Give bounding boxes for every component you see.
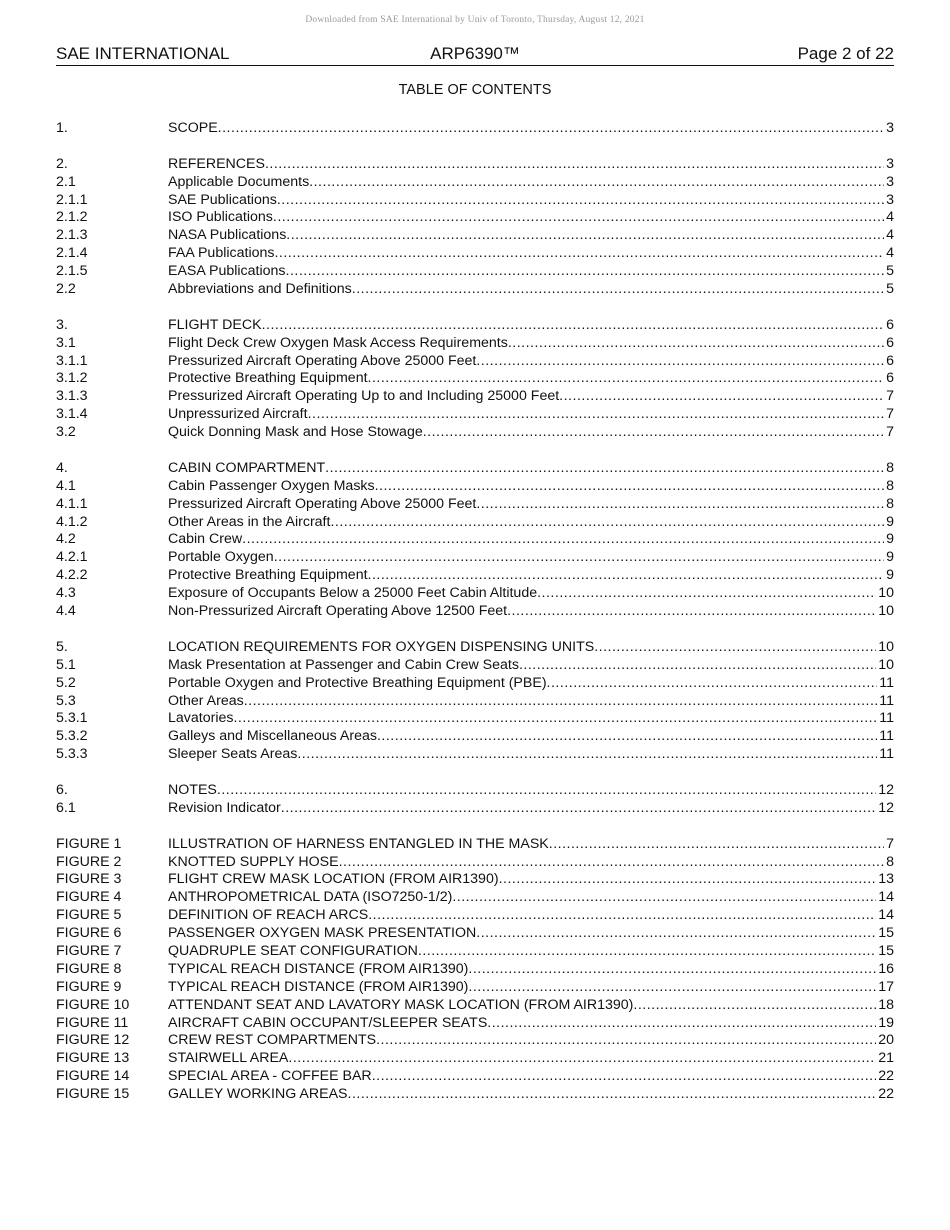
toc-entry-page: 11 (879, 728, 894, 745)
toc-entry-title: Pressurized Aircraft Operating Above 25000 Feet (168, 352, 477, 369)
toc-entry-title: NOTES (168, 781, 217, 798)
toc-entry-number: 3.1.3 (56, 388, 88, 405)
toc-entry-title: Mask Presentation at Passenger and Cabin Crew Seats (168, 656, 519, 673)
dot-leader (352, 281, 884, 299)
toc-entry[interactable] (56, 585, 894, 603)
toc-entry[interactable] (56, 997, 894, 1015)
dot-leader (476, 353, 884, 371)
toc-entry-title: AIRCRAFT CABIN OCCUPANT/SLEEPER SEATS (168, 1014, 488, 1031)
toc-entry-page: 11 (879, 674, 894, 691)
toc-entry[interactable] (56, 245, 894, 263)
toc-entry-title: ILLUSTRATION OF HARNESS ENTANGLED IN THE MASK (168, 835, 549, 852)
dot-leader (549, 836, 884, 854)
toc-section (56, 639, 894, 764)
toc-entry-title: LOCATION REQUIREMENTS FOR OXYGEN DISPENSING UNITS (168, 638, 595, 655)
toc-entry-page: 4 (886, 209, 894, 226)
dot-leader (594, 639, 876, 657)
toc-entry[interactable] (56, 800, 894, 818)
toc-entry[interactable] (56, 460, 894, 478)
toc-entry-number: 3.1.2 (56, 370, 88, 387)
toc-entry-title: ISO Publications (168, 209, 273, 226)
dot-leader (519, 657, 876, 675)
toc-entry-title: STAIRWELL AREA (168, 1050, 289, 1067)
toc-entry[interactable] (56, 889, 894, 907)
toc-entry-number: FIGURE 7 (56, 942, 122, 959)
toc-entry-number: 4.3 (56, 585, 76, 602)
dot-leader (508, 335, 884, 353)
toc-entry[interactable] (56, 907, 894, 925)
toc-entry[interactable] (56, 424, 894, 442)
toc-entry-number: 4.1.1 (56, 495, 88, 512)
toc-entry[interactable] (56, 1068, 894, 1086)
toc-entry[interactable] (56, 317, 894, 335)
toc-entry[interactable] (56, 227, 894, 245)
toc-entry-title: Quick Donning Mask and Hose Stowage (168, 424, 423, 441)
toc-entry[interactable] (56, 979, 894, 997)
toc-entry-page: 3 (886, 191, 894, 208)
toc-entry-title: Unpressurized Aircraft (168, 406, 308, 423)
toc-entry-number: 2.1.5 (56, 263, 88, 280)
toc-entry-page: 9 (886, 549, 894, 566)
dot-leader (368, 370, 885, 388)
toc-entry-number: FIGURE 3 (56, 871, 122, 888)
dot-leader (348, 1086, 877, 1104)
toc-entry-number: FIGURE 13 (56, 1050, 130, 1067)
toc-entry[interactable] (56, 657, 894, 675)
toc-entry-title: Sleeper Seats Areas (168, 746, 298, 763)
dot-leader (368, 567, 885, 585)
toc-entry-page: 7 (886, 835, 894, 852)
toc-entry-number: 5.3.1 (56, 710, 88, 727)
toc-entry-title: Cabin Passenger Oxygen Masks (168, 477, 375, 494)
header-document-id: ARP6390™ (430, 44, 520, 63)
toc-entry-page: 18 (878, 996, 894, 1013)
dot-leader (309, 174, 884, 192)
dot-leader (376, 1032, 876, 1050)
toc-entry-number: 2. (56, 155, 68, 172)
toc-entry[interactable] (56, 156, 894, 174)
toc-entry[interactable] (56, 174, 894, 192)
toc-section (56, 120, 894, 138)
dot-leader (423, 424, 884, 442)
toc-entry-page: 12 (878, 781, 894, 798)
download-watermark: Downloaded from SAE International by Univ of Toronto, Thursday, August 12, 2021 (305, 15, 645, 25)
toc-entry-page: 15 (878, 925, 894, 942)
toc-entry[interactable] (56, 871, 894, 889)
dot-leader (308, 406, 885, 424)
toc-entry-number: 2.2 (56, 281, 76, 298)
toc-entry-title: Revision Indicator (168, 799, 281, 816)
toc-entry[interactable] (56, 478, 894, 496)
toc-entry[interactable] (56, 335, 894, 353)
toc-entry-number: 4.4 (56, 603, 76, 620)
toc-entry-title: Lavatories (168, 710, 234, 727)
table-of-contents (56, 120, 894, 1122)
toc-entry-page: 11 (879, 746, 894, 763)
toc-entry[interactable] (56, 961, 894, 979)
toc-entry-title: Other Areas in the Aircraft (168, 513, 331, 530)
dot-leader (274, 245, 884, 263)
toc-entry-title: Galleys and Miscellaneous Areas (168, 728, 377, 745)
dot-leader (537, 585, 876, 603)
toc-entry-title: SAE Publications (168, 191, 277, 208)
toc-entry-number: FIGURE 5 (56, 907, 122, 924)
toc-entry-number: 3. (56, 316, 68, 333)
toc-entry-number: FIGURE 9 (56, 978, 122, 995)
toc-entry-title: Portable Oxygen and Protective Breathing Equipment (PBE) (168, 674, 547, 691)
dot-leader (273, 209, 884, 227)
toc-section (56, 782, 894, 818)
toc-entry-page: 8 (886, 477, 894, 494)
toc-entry-title: ANTHROPOMETRICAL DATA (ISO7250-1/2) (168, 889, 453, 906)
toc-section (56, 836, 894, 1104)
toc-entry[interactable] (56, 388, 894, 406)
toc-entry-number: 4.1.2 (56, 513, 88, 530)
dot-leader (375, 478, 885, 496)
toc-entry-number: 4. (56, 459, 68, 476)
toc-entry-number: FIGURE 1 (56, 835, 122, 852)
toc-entry-title: GALLEY WORKING AREAS (168, 1086, 348, 1103)
toc-section (56, 317, 894, 442)
dot-leader (281, 800, 876, 818)
dot-leader (286, 263, 885, 281)
toc-entry-number: 6.1 (56, 799, 76, 816)
toc-entry-page: 9 (886, 567, 894, 584)
toc-entry-page: 14 (878, 889, 894, 906)
toc-entry-page: 5 (886, 281, 894, 298)
toc-entry[interactable] (56, 603, 894, 621)
dot-leader (476, 925, 876, 943)
toc-entry[interactable] (56, 263, 894, 281)
toc-entry-page: 19 (878, 1014, 894, 1031)
dot-leader (277, 192, 884, 210)
toc-entry-page: 4 (886, 227, 894, 244)
dot-leader (297, 746, 877, 764)
toc-entry-title: REFERENCES (168, 155, 265, 172)
toc-entry-title: Other Areas (168, 692, 244, 709)
dot-leader (217, 782, 876, 800)
toc-entry[interactable] (56, 1086, 894, 1104)
toc-entry-number: 5.3.2 (56, 728, 88, 745)
toc-entry[interactable] (56, 353, 894, 371)
toc-entry[interactable] (56, 406, 894, 424)
toc-entry-page: 11 (879, 692, 894, 709)
toc-entry-number: 2.1.1 (56, 191, 88, 208)
toc-entry-page: 6 (886, 370, 894, 387)
toc-entry-number: 3.1.1 (56, 352, 88, 369)
toc-entry-page: 13 (878, 871, 894, 888)
toc-entry-number: 4.2.2 (56, 567, 88, 584)
toc-title: TABLE OF CONTENTS (398, 82, 552, 98)
toc-entry-number: FIGURE 15 (56, 1086, 130, 1103)
toc-entry-title: CREW REST COMPARTMENTS (168, 1032, 377, 1049)
toc-entry[interactable] (56, 782, 894, 800)
toc-entry-number: 6. (56, 781, 68, 798)
dot-leader (262, 317, 885, 335)
toc-entry-number: 2.1 (56, 173, 76, 190)
toc-entry-page: 8 (886, 459, 894, 476)
toc-entry-page: 5 (886, 263, 894, 280)
toc-entry-page: 6 (886, 352, 894, 369)
dot-leader (288, 1050, 876, 1068)
dot-leader (274, 549, 884, 567)
toc-entry-title: TYPICAL REACH DISTANCE (FROM AIR1390) (168, 978, 469, 995)
toc-entry-page: 14 (878, 907, 894, 924)
toc-entry-page: 20 (878, 1032, 894, 1049)
toc-entry-page: 10 (878, 656, 894, 673)
toc-entry-title: ATTENDANT SEAT AND LAVATORY MASK LOCATION (FROM AIR1390) (168, 996, 634, 1013)
toc-entry[interactable] (56, 549, 894, 567)
toc-section (56, 156, 894, 299)
toc-entry[interactable] (56, 836, 894, 854)
page-header (56, 43, 894, 66)
toc-entry-number: 5.3.3 (56, 746, 88, 763)
toc-entry[interactable] (56, 1050, 894, 1068)
dot-leader (377, 728, 877, 746)
toc-entry-page: 3 (886, 155, 894, 172)
toc-entry-title: TYPICAL REACH DISTANCE (FROM AIR1390) (168, 960, 469, 977)
toc-entry[interactable] (56, 854, 894, 872)
toc-entry-title: FLIGHT DECK (168, 316, 262, 333)
toc-entry-page: 7 (886, 424, 894, 441)
toc-entry-page: 22 (878, 1068, 894, 1085)
toc-entry-title: SPECIAL AREA - COFFEE BAR (168, 1068, 372, 1085)
toc-entry-page: 22 (878, 1086, 894, 1103)
toc-entry[interactable] (56, 639, 894, 657)
dot-leader (418, 943, 876, 961)
toc-entry[interactable] (56, 728, 894, 746)
toc-entry-number: 4.1 (56, 477, 76, 494)
toc-entry[interactable] (56, 567, 894, 585)
dot-leader (499, 871, 877, 889)
dot-leader (372, 1068, 877, 1086)
toc-entry[interactable] (56, 514, 894, 532)
toc-entry-title: Non-Pressurized Aircraft Operating Above 12500 Feet (168, 603, 508, 620)
toc-entry-number: 4.2.1 (56, 549, 88, 566)
toc-entry-page: 9 (886, 513, 894, 530)
dot-leader (507, 603, 876, 621)
toc-entry-number: 3.1 (56, 334, 76, 351)
toc-entry-page: 10 (878, 638, 894, 655)
toc-entry-title: Pressurized Aircraft Operating Above 25000 Feet (168, 495, 477, 512)
toc-entry-number: FIGURE 8 (56, 960, 122, 977)
toc-entry[interactable] (56, 370, 894, 388)
dot-leader (633, 997, 876, 1015)
toc-entry-title: FLIGHT CREW MASK LOCATION (FROM AIR1390) (168, 871, 499, 888)
toc-entry-page: 6 (886, 334, 894, 351)
toc-entry-title: EASA Publications (168, 263, 286, 280)
toc-entry-page: 8 (886, 495, 894, 512)
dot-leader (233, 710, 877, 728)
toc-entry-page: 7 (886, 388, 894, 405)
toc-entry[interactable] (56, 209, 894, 227)
toc-entry-page: 7 (886, 406, 894, 423)
toc-entry-title: SCOPE (168, 120, 218, 136)
toc-entry-number: 1. (56, 120, 68, 136)
toc-entry-number: FIGURE 6 (56, 925, 122, 942)
toc-entry-title: Abbreviations and Definitions (168, 281, 352, 298)
toc-entry[interactable] (56, 943, 894, 961)
toc-entry-title: Portable Oxygen (168, 549, 274, 566)
dot-leader (325, 460, 884, 478)
toc-entry-number: 3.1.4 (56, 406, 88, 423)
dot-leader (487, 1015, 876, 1033)
toc-entry[interactable] (56, 531, 894, 549)
toc-entry-number: FIGURE 11 (56, 1014, 129, 1031)
toc-entry[interactable] (56, 1032, 894, 1050)
toc-entry-number: 5. (56, 638, 68, 655)
dot-leader (559, 388, 884, 406)
toc-entry-number: 2.1.2 (56, 209, 88, 226)
toc-entry-title: Exposure of Occupants Below a 25000 Feet Cabin Altitude (168, 585, 538, 602)
toc-entry[interactable] (56, 710, 894, 728)
toc-entry-number: FIGURE 4 (56, 889, 122, 906)
toc-entry-page: 8 (886, 853, 894, 870)
toc-entry-title: QUADRUPLE SEAT CONFIGURATION (168, 942, 418, 959)
toc-section (56, 460, 894, 621)
dot-leader (286, 227, 884, 245)
toc-entry-number: FIGURE 14 (56, 1068, 130, 1085)
dot-leader (218, 120, 884, 138)
toc-entry-title: FAA Publications (168, 245, 275, 262)
toc-entry-title: Cabin Crew (168, 531, 243, 548)
dot-leader (468, 961, 876, 979)
dot-leader (244, 693, 878, 711)
header-page-number: Page 2 of 22 (797, 44, 894, 63)
toc-entry-title: CABIN COMPARTMENT (168, 459, 326, 476)
toc-entry-number: 5.2 (56, 674, 76, 691)
dot-leader (265, 156, 884, 174)
toc-entry-title: PASSENGER OXYGEN MASK PRESENTATION (168, 925, 477, 942)
toc-entry-page: 4 (886, 245, 894, 262)
toc-entry-title: Applicable Documents (168, 173, 310, 190)
toc-entry[interactable] (56, 675, 894, 693)
dot-leader (476, 496, 884, 514)
toc-entry[interactable] (56, 746, 894, 764)
toc-entry[interactable] (56, 693, 894, 711)
dot-leader (368, 907, 876, 925)
toc-entry-title: KNOTTED SUPPLY HOSE (168, 853, 339, 870)
toc-entry-title: DEFINITION OF REACH ARCS (168, 907, 369, 924)
toc-entry-number: 3.2 (56, 424, 76, 441)
toc-entry-page: 3 (886, 120, 894, 136)
toc-entry-number: 2.1.3 (56, 227, 88, 244)
toc-entry-number: 5.3 (56, 692, 76, 709)
dot-leader (468, 979, 876, 997)
toc-entry-page: 16 (878, 960, 894, 977)
toc-entry-title: Protective Breathing Equipment (168, 567, 368, 584)
toc-entry-page: 11 (879, 710, 894, 727)
toc-entry[interactable] (56, 192, 894, 210)
toc-entry-number: 2.1.4 (56, 245, 88, 262)
toc-entry-number: FIGURE 2 (56, 853, 122, 870)
toc-entry-number: FIGURE 10 (56, 996, 130, 1013)
dot-leader (242, 531, 884, 549)
toc-entry-number: 4.2 (56, 531, 76, 548)
toc-entry-page: 21 (878, 1050, 894, 1067)
toc-entry-title: NASA Publications (168, 227, 287, 244)
dot-leader (339, 854, 885, 872)
toc-entry-page: 10 (878, 603, 894, 620)
toc-entry-page: 9 (886, 531, 894, 548)
toc-entry[interactable] (56, 281, 894, 299)
toc-entry-number: FIGURE 12 (56, 1032, 130, 1049)
dot-leader (452, 889, 876, 907)
toc-entry-page: 10 (878, 585, 894, 602)
toc-entry-title: Pressurized Aircraft Operating Up to and Including 25000 Feet (168, 388, 560, 405)
toc-entry-page: 15 (878, 942, 894, 959)
toc-entry-title: Flight Deck Crew Oxygen Mask Access Requirements (168, 334, 508, 351)
toc-entry-page: 12 (878, 799, 894, 816)
toc-entry[interactable] (56, 1015, 894, 1033)
toc-entry-page: 17 (878, 978, 894, 995)
toc-entry-number: 5.1 (56, 656, 76, 673)
toc-entry[interactable] (56, 120, 894, 138)
toc-entry[interactable] (56, 925, 894, 943)
header-organization: SAE INTERNATIONAL (56, 44, 230, 63)
toc-entry[interactable] (56, 496, 894, 514)
toc-entry-title: Protective Breathing Equipment (168, 370, 368, 387)
dot-leader (547, 675, 878, 693)
toc-entry-page: 3 (886, 173, 894, 190)
dot-leader (330, 514, 884, 532)
toc-entry-page: 6 (886, 316, 894, 333)
